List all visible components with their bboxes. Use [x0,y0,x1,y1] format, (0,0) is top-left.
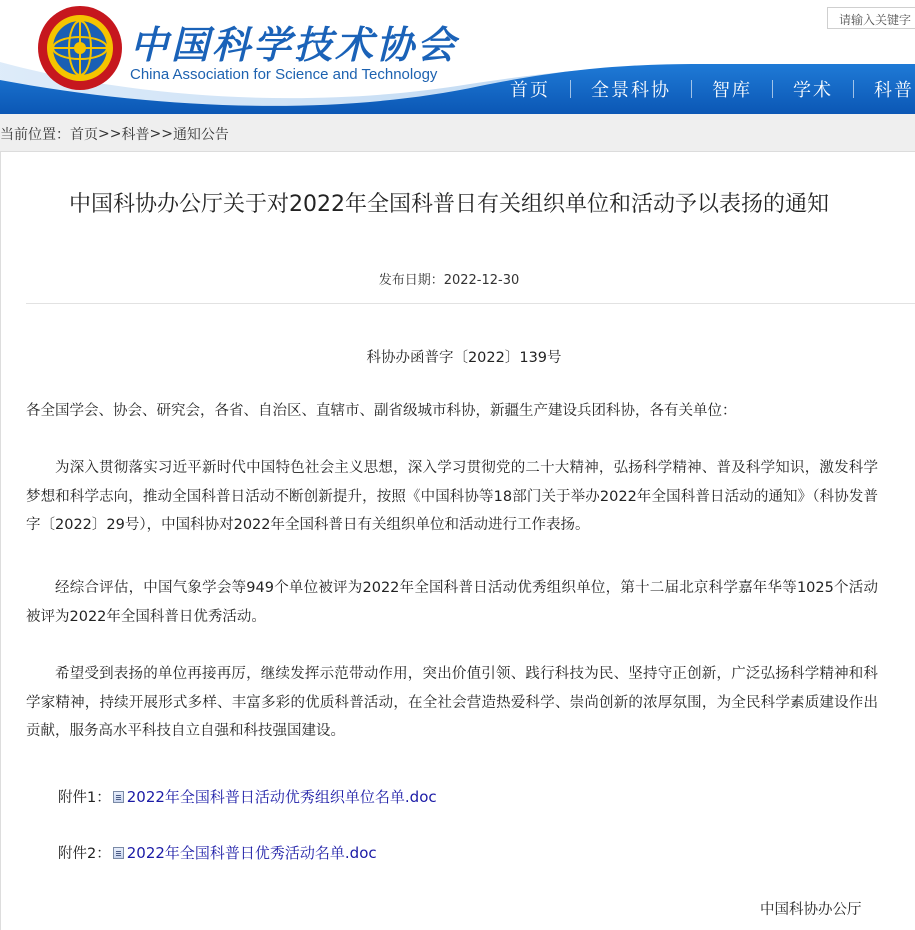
page-title: 中国科协办公厅关于对2022年全国科普日有关组织单位和活动予以表扬的通知 [69,192,829,217]
attachment-link-2[interactable]: 2022年全国科普日优秀活动名单.doc [126,844,377,862]
signature: 中国科协办公厅 [760,902,862,918]
attachment-1 [58,786,437,807]
attachment-label: 附件2： [58,846,111,862]
salutation: 各全国学会、协会、研究会，各省、自治区、直辖市、副省级城市科协，新疆生产建设兵团科协，各有关单位： [26,403,737,419]
paragraph-3: 希望受到表扬的单位再接再厉，继续发挥示范带动作用，突出价值引领、践行科技为民、坚持守正创新，广泛弘扬科学精神和科学家精神，持续开展形式多样、丰富多彩的优质科普活动，在全社会营造热爱科学、崇尚创新的浓厚氛围，为全民科学素质建设作出贡献，服务高水平科技自立自强和科技强国建设。 [26,666,878,739]
title-divider [26,303,915,304]
nav-item-home[interactable]: 首页 [510,80,550,101]
publish-date [0,269,898,288]
paragraph-1: 为深入贯彻落实习近平新时代中国特色社会主义思想，深入学习贯彻党的二十大精神，弘扬科学精神、普及科学知识，激发科学梦想和科学志向，推动全国科普日活动不断创新提升，按照《中国科协等18部门关于举办2022年全国科普日活动的通知》（科协发普字〔2022〕29号），中国科协对2022年全国科普日有关组织单位和活动进行工作表扬。 [26,460,878,533]
cast-emblem-icon[interactable] [37,5,123,91]
breadcrumb-prefix: 当前位置： [0,127,70,143]
nav-item-academic[interactable]: 学术 [793,80,833,101]
breadcrumb-notices[interactable]: 通知公告 [172,127,229,143]
doc-file-icon [113,847,124,859]
nav-item-overview[interactable]: 全景科协 [591,80,671,101]
main-nav [490,64,915,114]
nav-item-think-tank[interactable]: 智库 [712,80,752,101]
publish-date-value: 2022-12-30 [443,273,520,288]
breadcrumb-home[interactable]: 首页 [70,127,98,143]
paragraph-2: 经综合评估，中国气象学会等949个单位被评为2022年全国科普日活动优秀组织单位，第十二届北京科学嘉年华等1025个活动被评为2022年全国科普日优秀活动。 [26,580,878,625]
breadcrumb-separator: >> [149,126,173,142]
search-input[interactable]: 请输入关键字 [827,7,915,29]
publish-date-label: 发布日期： [378,273,444,288]
nav-item-popular-science[interactable]: 科普 [874,80,914,101]
breadcrumb-popular-science[interactable]: 科普 [121,127,150,143]
doc-file-icon [113,791,124,803]
breadcrumb [0,114,915,152]
document-number: 科协办函普字〔2022〕139号 [366,350,562,366]
attachment-2 [58,842,377,863]
site-header [0,0,915,114]
logo-english-name[interactable]: China Association for Science and Technology [130,66,438,83]
attachment-link-1[interactable]: 2022年全国科普日活动优秀组织单位名单.doc [126,788,437,806]
logo-chinese-name[interactable]: 中国科学技术协会 [130,22,459,67]
attachment-label: 附件1： [58,790,111,806]
breadcrumb-separator: >> [98,126,122,142]
